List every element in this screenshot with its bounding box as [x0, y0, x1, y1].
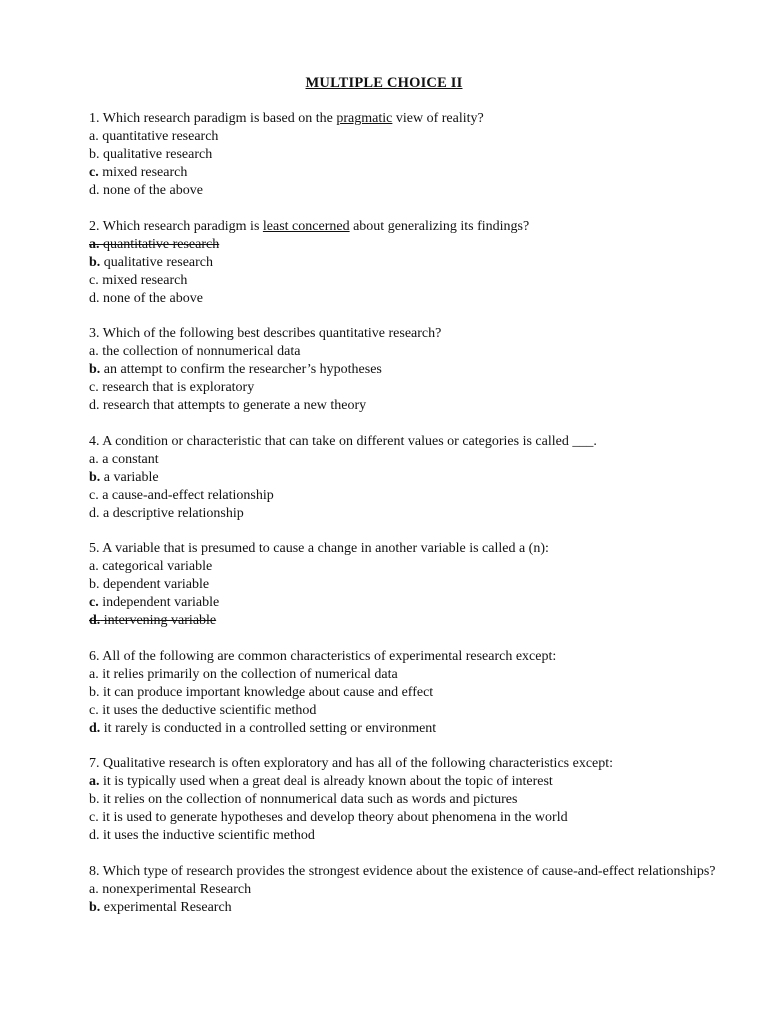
option-text: it is typically used when a great deal is already known about the topic of interest	[99, 774, 553, 789]
option-letter: b.	[89, 684, 100, 700]
option-text: independent variable	[98, 595, 220, 610]
option-letter: d.	[89, 828, 100, 843]
stem-text: 2. Which research paradigm is	[89, 218, 263, 234]
question-8	[89, 863, 719, 917]
option-text: mixed research	[98, 272, 188, 288]
stem-text: 3. Which of the following best describes quantitative research?	[89, 326, 442, 341]
option-letter: c.	[89, 487, 99, 503]
option-letter: b.	[89, 577, 100, 592]
option-text: quantitative research	[99, 236, 220, 252]
option-letter: d.	[89, 613, 101, 628]
answer-option	[89, 164, 719, 182]
option-letter: d.	[89, 290, 100, 306]
option-letter: d.	[89, 720, 101, 736]
option-text: it rarely is conducted in a controlled setting or environment	[100, 720, 437, 736]
option-text: it can produce important knowledge about cause and effect	[99, 684, 434, 700]
option-letter: b.	[89, 792, 100, 807]
option-text: a cause-and-effect relationship	[98, 487, 274, 503]
answer-option	[89, 612, 719, 630]
option-text: a descriptive relationship	[99, 505, 244, 521]
option-letter: d.	[89, 398, 100, 413]
option-text: none of the above	[99, 183, 203, 198]
stem-text: view of reality?	[392, 111, 484, 126]
answer-option	[89, 684, 719, 702]
answer-option	[89, 720, 719, 738]
option-text: research that is exploratory	[98, 380, 255, 395]
option-letter: c.	[89, 165, 99, 180]
option-letter: a.	[89, 236, 100, 252]
answer-option	[89, 182, 719, 200]
option-text: dependent variable	[99, 577, 210, 592]
option-text: categorical variable	[98, 559, 213, 574]
answer-option	[89, 290, 719, 308]
answer-option	[89, 702, 719, 720]
answer-option	[89, 379, 719, 397]
question-stem	[89, 755, 719, 773]
stem-text: 5. A variable that is presumed to cause a change in another variable is called a (n):	[89, 541, 549, 556]
stem-text: 1. Which research paradigm is based on the	[89, 111, 337, 126]
answer-option	[89, 272, 719, 290]
option-letter: b.	[89, 254, 101, 270]
question-4	[89, 433, 719, 523]
question-3	[89, 325, 719, 415]
question-1	[89, 110, 719, 200]
answer-option	[89, 881, 719, 899]
answer-option	[89, 343, 719, 361]
page-title: MULTIPLE CHOICE II	[305, 75, 463, 91]
option-letter: c.	[89, 272, 99, 288]
option-letter: a.	[89, 559, 99, 574]
question-5	[89, 540, 719, 630]
answer-option	[89, 146, 719, 164]
option-letter: d.	[89, 183, 100, 198]
answer-option	[89, 397, 719, 415]
option-letter: c.	[89, 810, 99, 825]
option-letter: d.	[89, 505, 100, 521]
stem-text: 7. Qualitative research is often exploratory and has all of the following characteristics except:	[89, 756, 614, 771]
answer-option	[89, 361, 719, 379]
option-text: it is used to generate hypotheses and develop theory about phenomena in the world	[98, 810, 568, 825]
option-letter: a.	[89, 344, 99, 359]
question-7	[89, 755, 719, 845]
stem-text: 6. All of the following are common characteristics of experimental research except:	[89, 648, 557, 664]
option-letter: a.	[89, 666, 99, 682]
question-6	[89, 648, 719, 738]
option-text: the collection of nonnumerical data	[98, 344, 301, 359]
answer-option	[89, 594, 719, 612]
option-letter: b.	[89, 147, 100, 162]
underlined-term: least concerned	[262, 218, 350, 234]
option-letter: c.	[89, 702, 99, 718]
question-stem	[89, 863, 719, 881]
question-stem	[89, 110, 719, 128]
option-text: it uses the inductive scientific method	[99, 828, 315, 843]
option-letter: a.	[89, 774, 100, 789]
option-text: qualitative research	[100, 254, 214, 270]
question-stem	[89, 218, 719, 236]
option-letter: b.	[89, 899, 101, 915]
answer-option	[89, 505, 719, 523]
option-text: quantitative research	[98, 129, 219, 144]
answer-option	[89, 899, 719, 917]
answer-option	[89, 576, 719, 594]
option-text: mixed research	[98, 165, 188, 180]
answer-option	[89, 558, 719, 576]
option-letter: a.	[89, 881, 99, 897]
question-list	[89, 110, 719, 934]
answer-option	[89, 254, 719, 272]
option-letter: a.	[89, 451, 99, 467]
question-2	[89, 218, 719, 308]
option-text: none of the above	[99, 290, 203, 306]
stem-text: 4. A condition or characteristic that can take on different values or categories is called ___.	[89, 433, 597, 449]
option-text: experimental Research	[100, 899, 232, 915]
option-text: intervening variable	[100, 613, 217, 628]
option-text: qualitative research	[99, 147, 213, 162]
question-stem	[89, 648, 719, 666]
answer-option	[89, 487, 719, 505]
option-letter: b.	[89, 469, 101, 485]
option-text: research that attempts to generate a new theory	[99, 398, 367, 413]
option-text: an attempt to confirm the researcher’s hypotheses	[100, 362, 382, 377]
option-text: it uses the deductive scientific method	[98, 702, 317, 718]
option-text: a variable	[100, 469, 159, 485]
question-stem	[89, 540, 719, 558]
option-letter: a.	[89, 129, 99, 144]
answer-option	[89, 236, 719, 254]
answer-option	[89, 827, 719, 845]
answer-option	[89, 128, 719, 146]
stem-text: 8. Which type of research provides the strongest evidence about the existence of cause-and-effect relationships?	[89, 863, 716, 879]
option-letter: c.	[89, 595, 99, 610]
option-letter: c.	[89, 380, 99, 395]
answer-option	[89, 666, 719, 684]
answer-option	[89, 791, 719, 809]
question-stem	[89, 325, 719, 343]
answer-option	[89, 773, 719, 791]
option-text: it relies primarily on the collection of numerical data	[98, 666, 398, 682]
option-text: a constant	[98, 451, 159, 467]
question-stem	[89, 433, 719, 451]
option-text: it relies on the collection of nonnumerical data such as words and pictures	[99, 792, 518, 807]
answer-option	[89, 451, 719, 469]
option-text: nonexperimental Research	[98, 881, 252, 897]
answer-option	[89, 469, 719, 487]
stem-text: about generalizing its findings?	[349, 218, 530, 234]
underlined-term: pragmatic	[336, 111, 393, 126]
answer-option	[89, 809, 719, 827]
option-letter: b.	[89, 362, 101, 377]
